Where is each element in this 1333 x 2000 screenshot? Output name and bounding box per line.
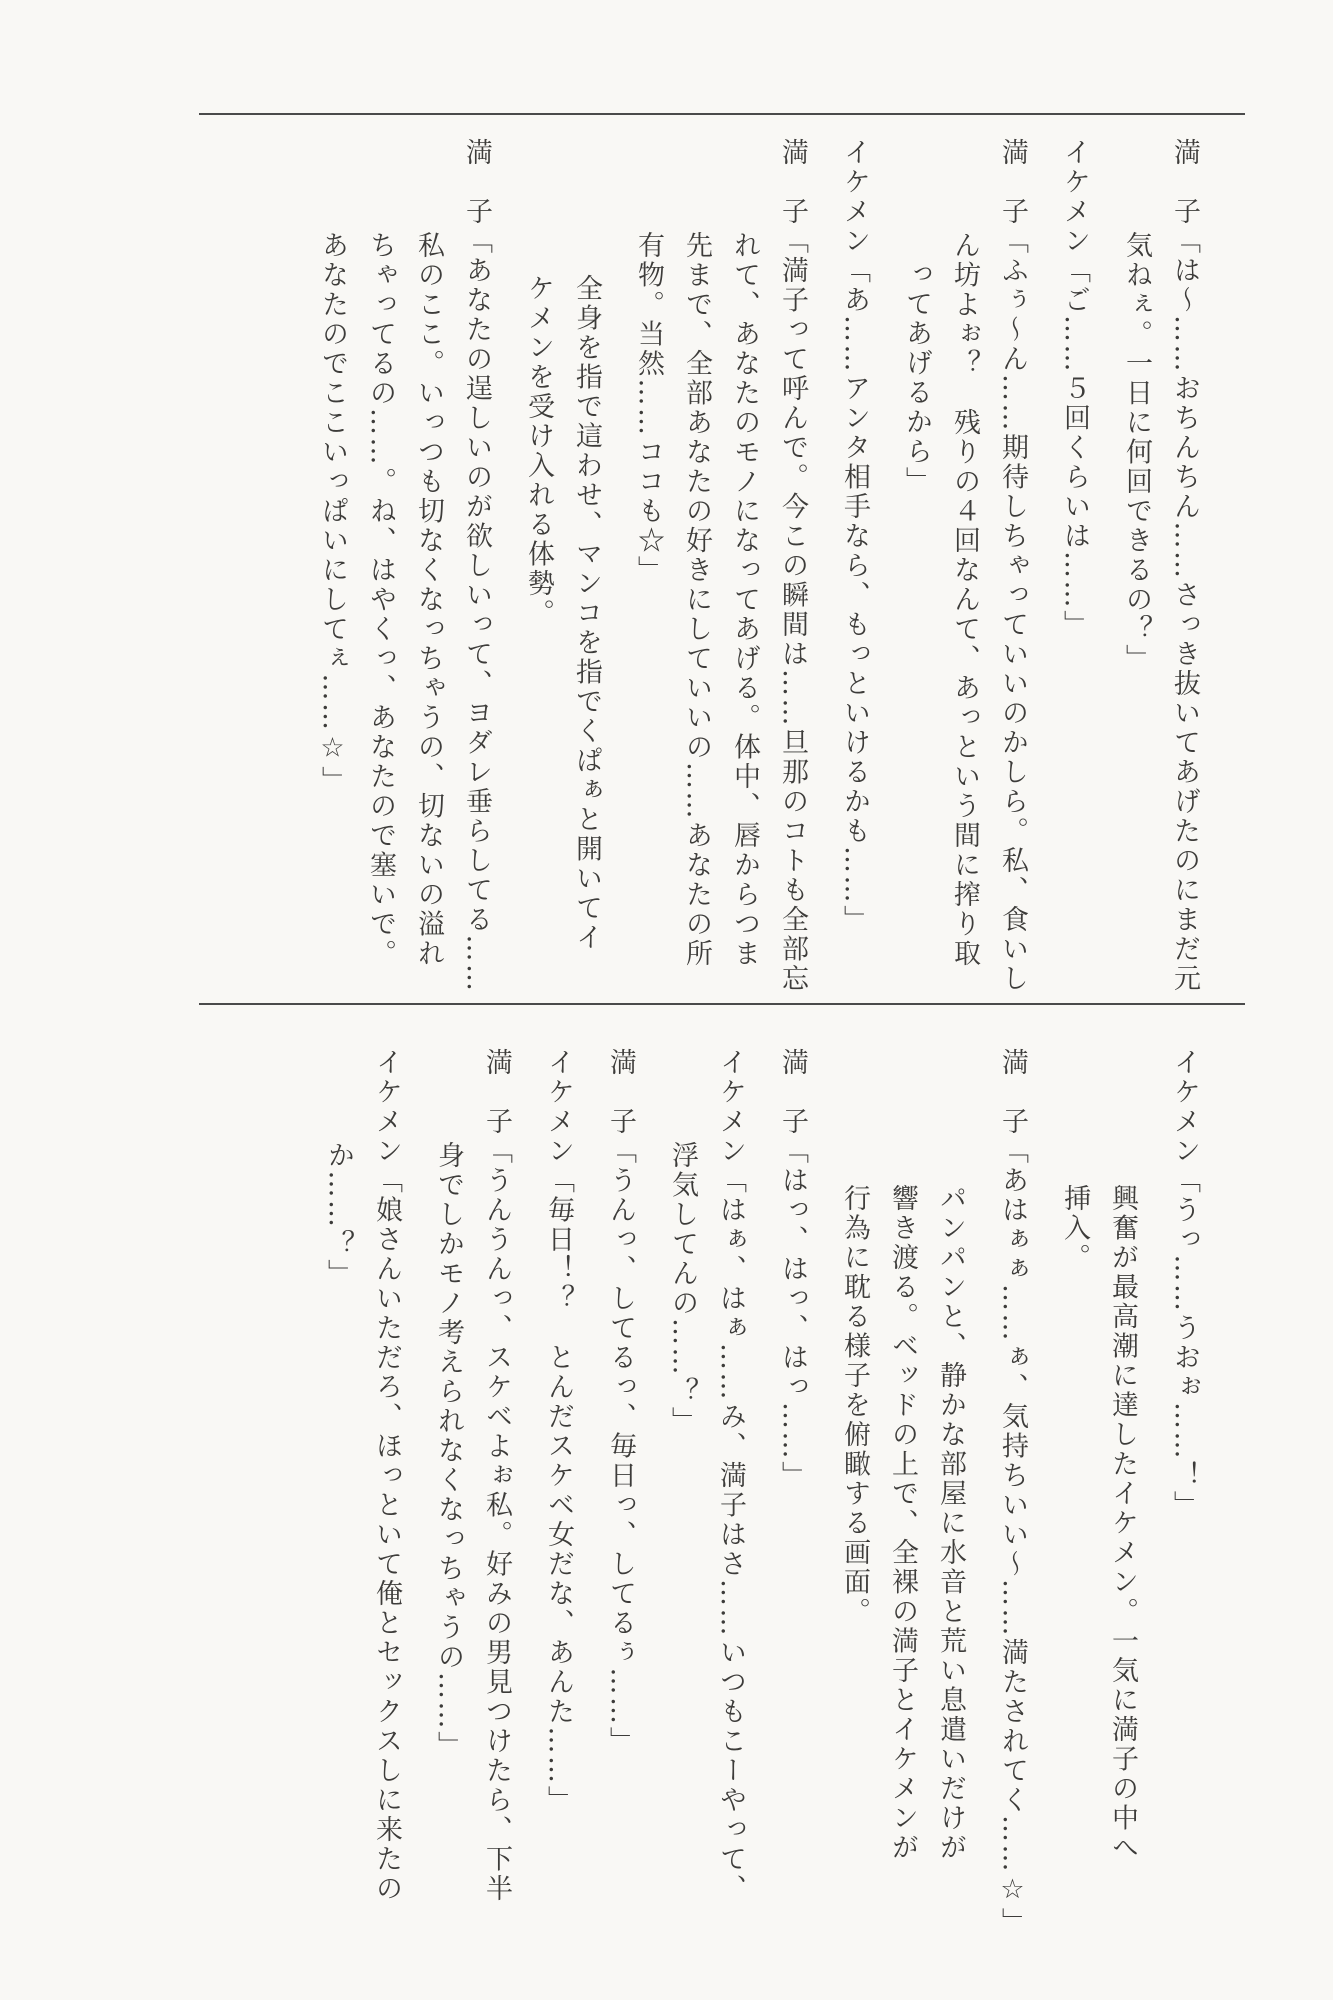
script-column: ちゃってるの……。ね、はやくっ、あなたので塞いで。 xyxy=(365,231,396,969)
script-section-top xyxy=(308,138,1208,994)
script-column: 満 子「は〜……おちんちん……さっき抜いてあげたのにまだ元 xyxy=(1169,138,1200,994)
script-column: 満 子「あはぁぁ……ぁ、気持ちいい〜……満たされてく……☆」 xyxy=(997,1048,1028,1937)
script-column: パンパンと、静かな部屋に水音と荒い息遣いだけが xyxy=(935,1184,966,1863)
script-column: 響き渡る。ベッドの上で、全裸の満子とイケメンが xyxy=(887,1184,918,1863)
script-column: 満 子「うんっ、してるっ、毎日っ、してるぅ……」 xyxy=(605,1048,636,1756)
script-column: 全身を指で這わせ、マンコを指でくぱぁと開いてイ xyxy=(571,274,602,953)
script-column: 行為に耽る様子を俯瞰する画面。 xyxy=(839,1184,870,1627)
script-column: ケメンを受け入れる体勢。 xyxy=(523,274,554,628)
script-column: 満 子「満子って呼んで。今この瞬間は……旦那のコトも全部忘 xyxy=(777,138,808,994)
script-column: 私のここ。いっつも切なくなっちゃうの、切ないの溢れ xyxy=(413,231,444,969)
script-column: イケメン「あ……アンタ相手なら、もっといけるかも……」 xyxy=(839,138,870,935)
script-column: あなたのでここいっぱいにしてぇ……☆」 xyxy=(317,231,348,796)
script-section-bottom xyxy=(314,1048,1208,1937)
script-column: 身でしかモノ考えられなくなっちゃうの……」 xyxy=(433,1141,464,1761)
script-column: 興奮が最高潮に達したイケメン。一気に満子の中へ xyxy=(1107,1184,1138,1863)
script-column: れて、あなたのモノになってあげる。体中、唇からつま xyxy=(729,231,760,969)
script-column: か……？」 xyxy=(323,1141,354,1289)
script-column: 有物。当然……ココも☆」 xyxy=(633,231,664,585)
script-column: イケメン「ご……５回くらいは……」 xyxy=(1059,138,1090,640)
script-column: 満 子「あなたの逞しいのが欲しいって、ヨダレ垂らしてる…… xyxy=(461,138,492,994)
script-column: 気ねぇ。一日に何回できるの？」 xyxy=(1121,231,1152,674)
script-column: 満 子「うんうんっ、スケベよぉ私。好みの男見つけたら、下半 xyxy=(481,1048,512,1904)
script-column: 浮気してんの……？」 xyxy=(667,1141,698,1436)
script-column: 先まで、全部あなたの好きにしていいの……あなたの所 xyxy=(681,231,712,969)
section-divider-middle xyxy=(199,1003,1245,1005)
script-column: 満 子「はっ、はっ、はっ……」 xyxy=(777,1048,808,1491)
script-column: 満 子「ふぅ〜ん……期待しちゃっていいのかしら。私、食いし xyxy=(997,138,1028,994)
script-column: イケメン「はぁ、はぁ……み、満子はさ……いつもこーやって、 xyxy=(715,1048,746,1904)
script-column: 挿入。 xyxy=(1059,1184,1090,1273)
script-column: イケメン「娘さんいただろ、ほっといて俺とセックスしに来たの xyxy=(371,1048,402,1904)
script-column: ん坊よぉ？ 残りの４回なんて、あっという間に搾り取 xyxy=(949,231,980,969)
section-divider-top xyxy=(199,113,1245,115)
script-column: ってあげるから」 xyxy=(901,260,932,496)
script-column: イケメン「毎日！？ とんだスケベ女だな、あんた……」 xyxy=(543,1048,574,1815)
script-column: イケメン「うっ……うおぉ……！」 xyxy=(1169,1048,1200,1520)
